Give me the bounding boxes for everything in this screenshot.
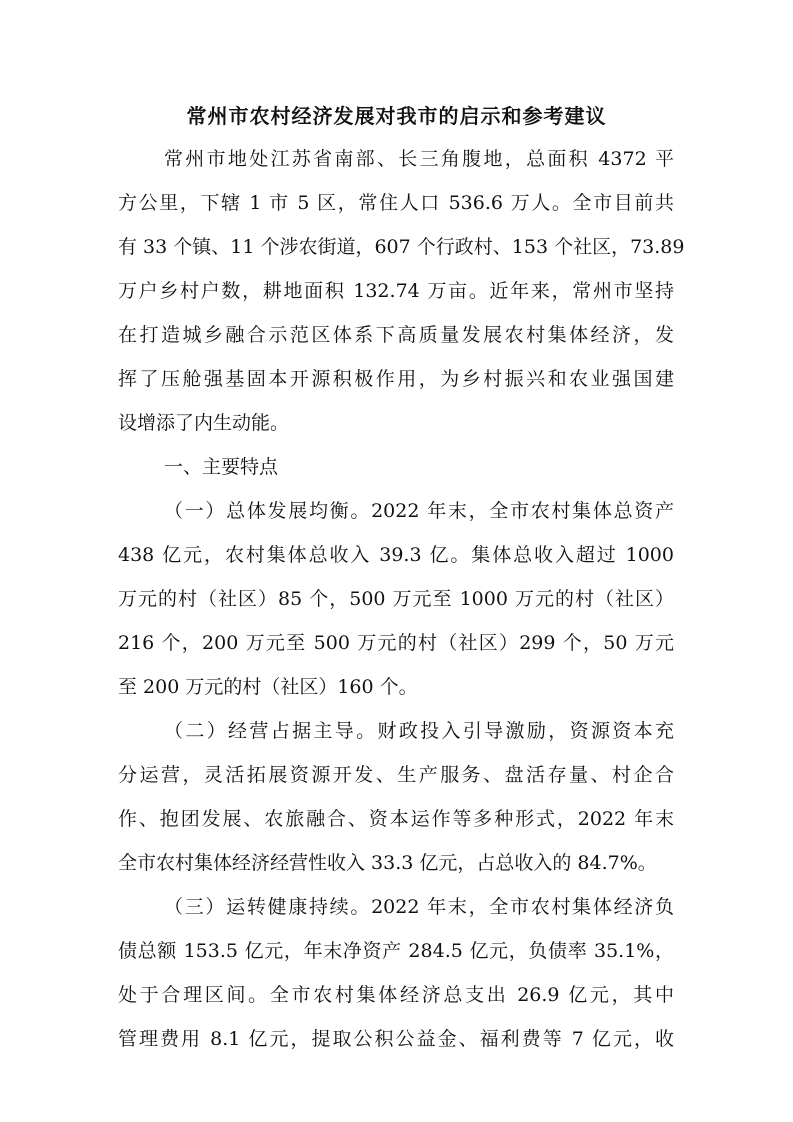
paragraph-line: 债总额 153.5 亿元，年末净资产 284.5 亿元，负债率 35.1%， bbox=[118, 940, 674, 962]
paragraph-line: 挥了压舱强基固本开源积极作用，为乡村振兴和农业强国建 bbox=[118, 368, 674, 390]
paragraph-line: 处于合理区间。全市农村集体经济总支出 26.9 亿元，其中 bbox=[118, 984, 674, 1006]
paragraph-line: 在打造城乡融合示范区体系下高质量发展农村集体经济，发 bbox=[118, 324, 674, 346]
paragraph-line: 作、抱团发展、农旅融合、资本运作等多种形式，2022 年末 bbox=[118, 808, 674, 830]
paragraph-line: 常州市地处江苏省南部、长三角腹地，总面积 4372 平 bbox=[164, 148, 674, 170]
paragraph-line: 全市农村集体经济经营性收入 33.3 亿元，占总收入的 84.7%。 bbox=[118, 852, 657, 874]
paragraph-line: 216 个，200 万元至 500 万元的村（社区）299 个，50 万元 bbox=[118, 632, 674, 654]
paragraph-line: （一）总体发展均衡。2022 年末，全市农村集体总资产 bbox=[164, 500, 674, 522]
paragraph-line: 方公里，下辖 1 市 5 区，常住人口 536.6 万人。全市目前共 bbox=[118, 192, 674, 214]
paragraph-line: 分运营，灵活拓展资源开发、生产服务、盘活存量、村企合 bbox=[118, 764, 674, 786]
paragraph-line: 至 200 万元的村（社区）160 个。 bbox=[118, 676, 418, 698]
paragraph-line: 万元的村（社区）85 个，500 万元至 1000 万元的村（社区） bbox=[118, 588, 674, 610]
paragraph-line: 设增添了内生动能。 bbox=[118, 412, 290, 434]
document-title: 常州市农村经济发展对我市的启示和参考建议 bbox=[186, 104, 607, 128]
paragraph-line: （二）经营占据主导。财政投入引导激励，资源资本充 bbox=[164, 720, 674, 742]
paragraph-line: 438 亿元，农村集体总收入 39.3 亿。集体总收入超过 1000 bbox=[118, 544, 674, 566]
paragraph-line: 万户乡村户数，耕地面积 132.74 万亩。近年来，常州市坚持 bbox=[118, 280, 674, 302]
paragraph-line: （三）运转健康持续。2022 年末，全市农村集体经济负 bbox=[164, 896, 674, 918]
paragraph-line: 有 33 个镇、11 个涉农街道，607 个行政村、153 个社区，73.89 bbox=[118, 236, 685, 258]
section-heading: 一、主要特点 bbox=[164, 456, 279, 478]
paragraph-line: 管理费用 8.1 亿元，提取公积公益金、福利费等 7 亿元，收 bbox=[118, 1028, 674, 1050]
